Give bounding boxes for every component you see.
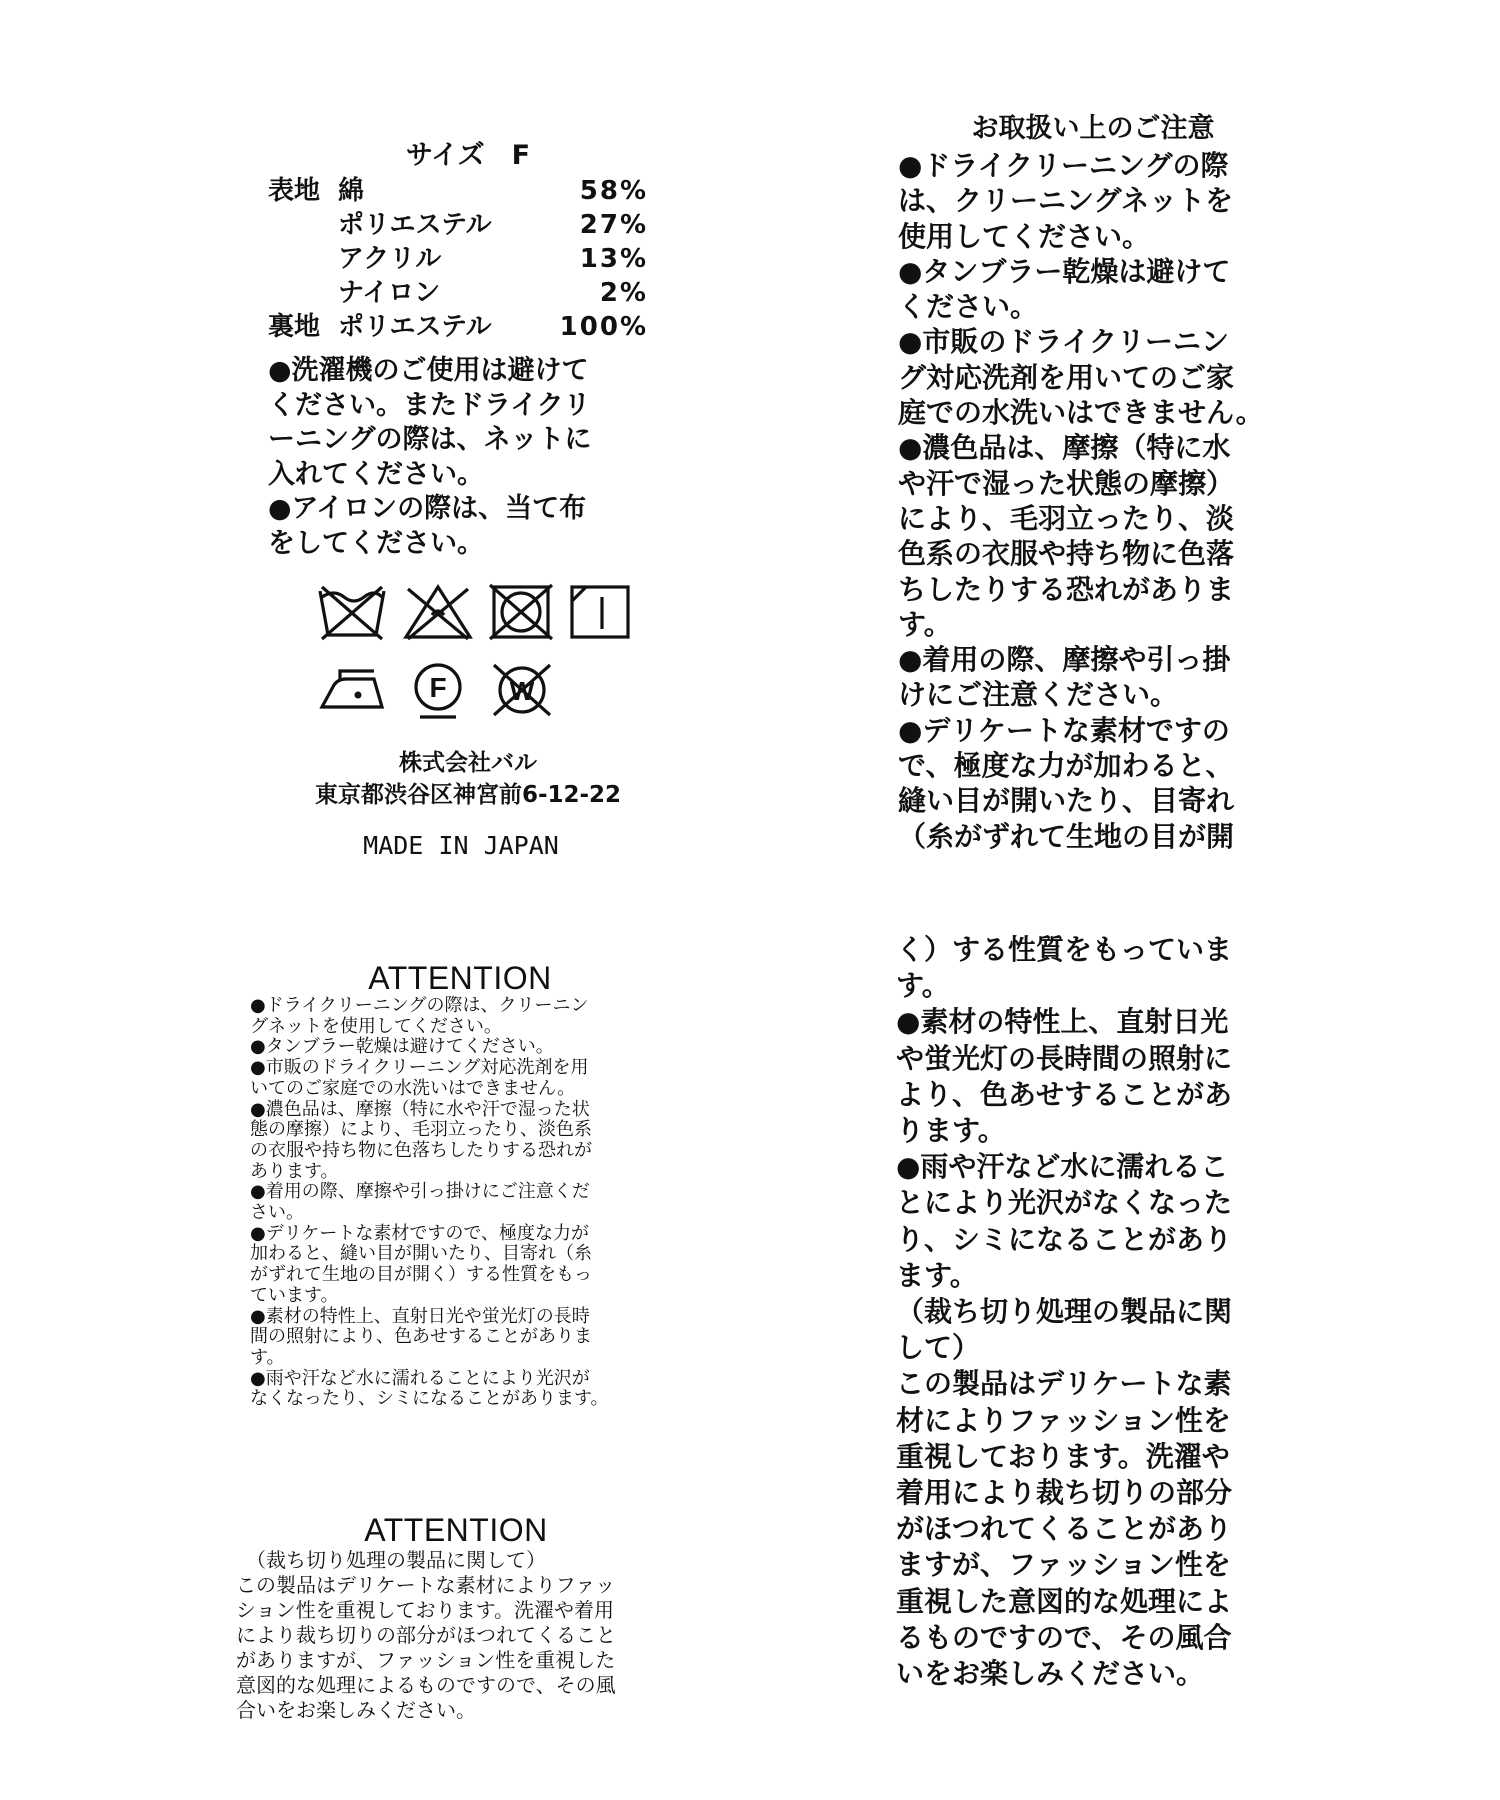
handling-line: ます。 [896, 1258, 978, 1292]
attention-line: ています。 [250, 1284, 339, 1306]
attention-line: により裁ち切りの部分がほつれてくること [236, 1623, 616, 1647]
handling-line: ●素材の特性上、直射日光 [896, 1005, 1229, 1039]
fabric-composition-table [268, 174, 658, 344]
handling-line: 庭での水洗いはできません。 [898, 396, 1264, 430]
attention-label-1 [250, 960, 670, 1410]
attention-line: いてのご家庭での水洗いはできません。 [250, 1077, 576, 1099]
handling-line: けにご注意ください。 [898, 678, 1179, 712]
handling-line: この製品はデリケートな素 [896, 1367, 1232, 1401]
attention-line: さい。 [250, 1202, 304, 1224]
attention-line: あります。 [250, 1160, 339, 1182]
fabric-row [268, 208, 658, 242]
handling-line: く）する性質をもっていま [896, 933, 1233, 966]
care-line: ください。またドライクリ [268, 389, 591, 421]
iron-low-icon [316, 659, 392, 715]
dryclean-letter: F [429, 672, 447, 703]
no-tumble-dry-icon [488, 581, 554, 643]
company-info [268, 747, 658, 811]
handling-line: や汗で湿った状態の摩擦） [898, 466, 1235, 500]
attention-line: ●雨や汗など水に濡れることにより光沢が [250, 1367, 590, 1389]
attention-line: ●デリケートな素材ですので、極度な力が [250, 1222, 589, 1244]
dry-clean-f-icon [408, 659, 468, 721]
care-label-handling-notes [898, 110, 1318, 854]
attention-title: ATTENTION [368, 960, 552, 996]
handling-line: ります。 [896, 1114, 1006, 1148]
handling-text-part1 [898, 148, 1318, 854]
care-line: をしてください。 [268, 527, 484, 559]
fabric-percent: 100% [559, 312, 648, 342]
handling-line: ●濃色品は、摩擦（特に水 [898, 431, 1231, 465]
care-line: ●アイロンの際は、当て布 [268, 493, 587, 524]
handling-line: 重視した意図的な処理によ [896, 1584, 1233, 1618]
no-bleach-icon [402, 581, 474, 643]
care-symbols-row [316, 659, 658, 721]
handling-line: ちしたりする恐れがありま [898, 572, 1235, 606]
attention-line: ●着用の際、摩擦や引っ掛けにご注意くだ [250, 1181, 590, 1203]
handling-line: 着用により裁ち切りの部分 [896, 1476, 1233, 1510]
company-name: 株式会社バル [399, 750, 537, 776]
handling-line: ●ドライクリーニングの際 [898, 149, 1229, 182]
drip-dry-shade-icon [568, 581, 632, 643]
care-symbols-row [316, 581, 658, 643]
attention-line: ●市販のドライクリーニング対応洗剤を用 [250, 1057, 589, 1079]
attention-line: ●濃色品は、摩擦（特に水や汗で湿った状 [250, 1098, 590, 1120]
attention-line: 意図的な処理によるものですので、その風 [236, 1673, 616, 1697]
handling-line: いをお楽しみください。 [896, 1657, 1205, 1691]
handling-line: して） [896, 1331, 981, 1365]
handling-line: や蛍光灯の長時間の照射に [896, 1041, 1233, 1075]
fabric-percent: 58% [579, 176, 648, 206]
handling-line: 色系の衣服や持ち物に色落 [898, 537, 1235, 571]
attention-line: この製品はデリケートな素材によりファッ [236, 1573, 616, 1597]
fabric-part: 表地 [268, 176, 321, 206]
handling-line: り、シミになることがあり [896, 1222, 1233, 1256]
attention-line: 合いをお楽しみください。 [236, 1698, 476, 1722]
attention-line: 間の照射により、色あせすることがありま [250, 1326, 592, 1348]
handling-line: 使用してください。 [898, 219, 1151, 253]
attention-line: （裁ち切り処理の製品に関して） [246, 1548, 546, 1572]
handling-line: は、クリーニングネットを [898, 184, 1234, 218]
fabric-row [268, 276, 658, 310]
handling-line: 重視しております。洗濯や [896, 1439, 1230, 1473]
fabric-row [268, 174, 658, 208]
handling-line: とにより光沢がなくなった [896, 1186, 1233, 1220]
attention-line: ション性を重視しております。洗濯や着用 [236, 1598, 614, 1622]
attention-label-2 [236, 1512, 676, 1723]
handling-line: がほつれてくることがあり [896, 1512, 1233, 1546]
handling-text-part2 [896, 932, 1316, 1692]
handling-line: るものですので、その風合 [896, 1620, 1232, 1654]
handling-line: ください。 [898, 290, 1039, 324]
attention-line: ●ドライクリーニングの際は、クリーニン [250, 995, 589, 1016]
fabric-material: アクリル [338, 244, 442, 274]
fabric-material: ポリエステル [338, 312, 492, 342]
fabric-part: 裏地 [268, 312, 321, 342]
fabric-part [268, 242, 338, 276]
handling-line: ●雨や汗など水に濡れるこ [896, 1150, 1229, 1184]
handling-line: ●デリケートな素材ですの [898, 713, 1230, 747]
handling-line: により、毛羽立ったり、淡 [898, 501, 1235, 535]
handling-line: ●着用の際、摩擦や引っ掛 [898, 643, 1231, 677]
handling-line: 縫い目が開いたり、目寄れ [898, 784, 1235, 818]
handling-line: ●市販のドライクリーニン [898, 325, 1230, 359]
fabric-percent: 2% [599, 278, 648, 308]
no-washing-icon [316, 581, 388, 643]
handling-line: 材によりファッション性を [896, 1403, 1231, 1437]
care-label-composition [268, 138, 658, 860]
fabric-material: 綿 [338, 176, 365, 206]
fabric-percent: 27% [579, 210, 648, 240]
fabric-material: ナイロン [338, 278, 441, 308]
attention-text [236, 1548, 676, 1723]
handling-line: ●タンブラー乾燥は避けて [898, 254, 1231, 288]
attention-line: 態の摩擦）により、毛羽立ったり、淡色系 [250, 1119, 592, 1141]
company-address: 東京都渋谷区神宮前6-12-22 [314, 782, 622, 808]
attention-line: がずれて生地の目が開く）する性質をもっ [250, 1264, 592, 1286]
attention-line: す。 [250, 1346, 285, 1368]
attention-line: ●タンブラー乾燥は避けてください。 [250, 1036, 554, 1058]
attention-line: ●素材の特性上、直射日光や蛍光灯の長時 [250, 1305, 590, 1327]
handling-line: （糸がずれて生地の目が開 [898, 819, 1235, 853]
wetclean-letter: W [509, 676, 535, 706]
handling-line: グ対応洗剤を用いてのご家 [898, 360, 1235, 394]
attention-line: なくなったり、シミになることがあります。 [250, 1388, 609, 1410]
care-line: ーニングの際は、ネットに [268, 424, 592, 455]
handling-line: （裁ち切り処理の製品に関 [896, 1295, 1233, 1329]
handling-line: で、極度な力が加わると、 [898, 749, 1234, 783]
attention-line: の衣服や持ち物に色落ちしたりする恐れが [250, 1139, 592, 1161]
handling-line: ますが、ファッション性を [896, 1548, 1231, 1582]
fabric-part [268, 208, 338, 242]
fabric-material: ポリエステル [338, 210, 492, 240]
care-symbols [316, 581, 658, 721]
care-instructions [268, 354, 658, 561]
care-label-handling-notes-continued [896, 932, 1316, 1692]
attention-line: グネットを使用してください。 [250, 1015, 502, 1037]
handling-line: す。 [898, 607, 952, 641]
attention-text [250, 996, 670, 1410]
fabric-row [268, 242, 658, 276]
fabric-part [268, 276, 338, 310]
no-wet-clean-icon [484, 659, 560, 721]
attention-line: 加わると、縫い目が開いたり、目寄れ（糸 [250, 1243, 592, 1265]
handling-line: す。 [896, 969, 950, 1003]
attention-line: がありますが、ファッション性を重視した [236, 1648, 616, 1672]
attention-title: ATTENTION [364, 1512, 548, 1548]
fabric-percent: 13% [579, 244, 648, 274]
handling-title: お取扱い上のご注意 [971, 113, 1215, 144]
made-in-label: MADE IN JAPAN [363, 831, 559, 860]
fabric-row [268, 310, 658, 344]
care-line: ●洗濯機のご使用は避けて [268, 355, 589, 386]
care-line: 入れてください。 [268, 458, 484, 490]
handling-line: より、色あせすることがあ [896, 1077, 1233, 1111]
size-title: サイズ F [405, 140, 531, 171]
